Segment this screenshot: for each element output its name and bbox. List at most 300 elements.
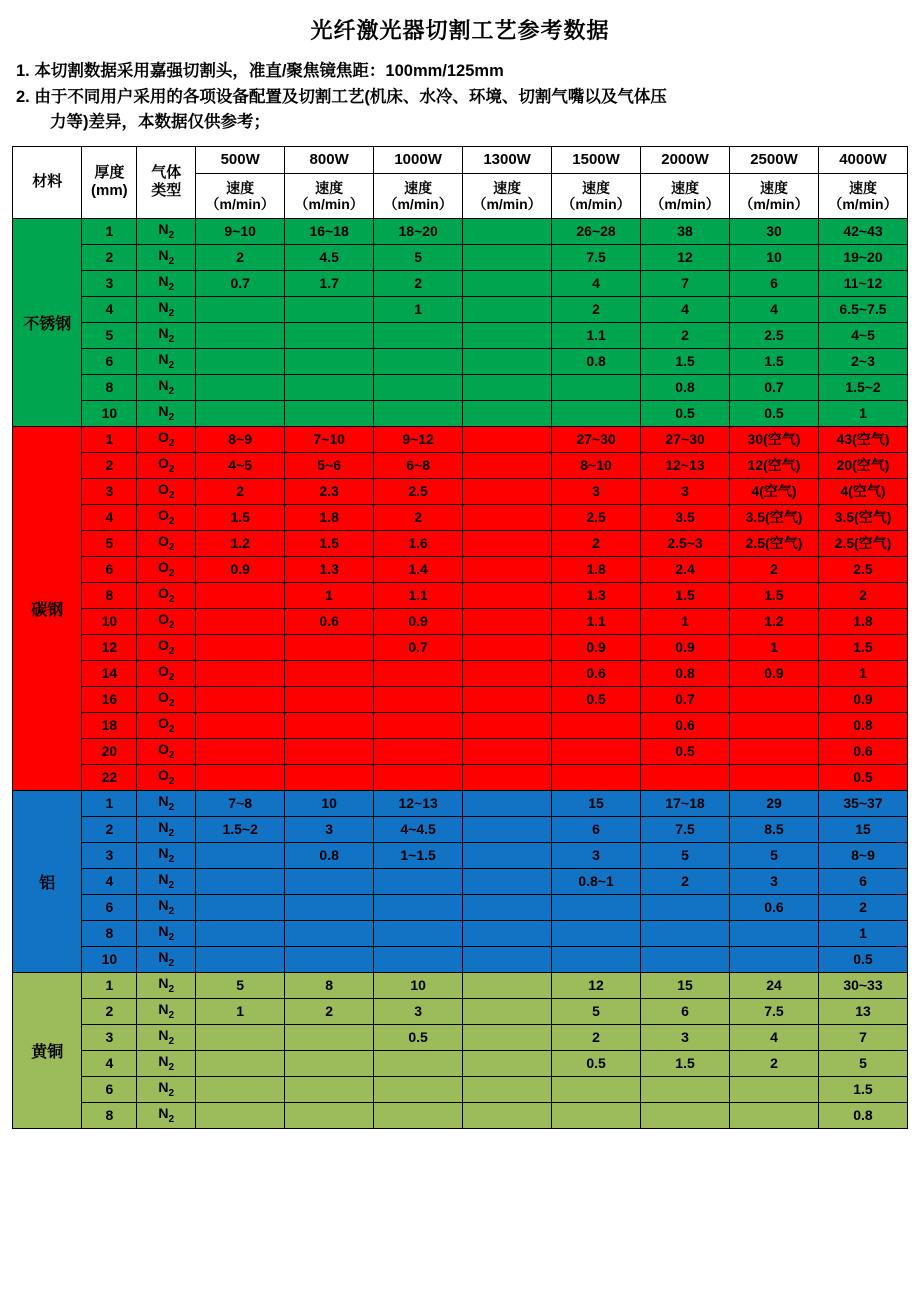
table-row [13, 348, 908, 374]
thickness-cell: 8 [82, 920, 137, 946]
thickness-cell: 1 [82, 426, 137, 452]
speed-cell-2000w: 17~18 [641, 790, 730, 816]
speed-cell-4000w: 0.5 [818, 764, 907, 790]
speed-cell-2500w: 1.5 [730, 582, 819, 608]
speed-cell-500w [196, 634, 285, 660]
speed-cell-2000w: 2.4 [641, 556, 730, 582]
speed-cell-2000w: 15 [641, 972, 730, 998]
speed-cell-2500w: 30(空气) [730, 426, 819, 452]
speed-cell-4000w: 7 [818, 1024, 907, 1050]
thickness-cell: 4 [82, 1050, 137, 1076]
speed-cell-1000w [374, 946, 463, 972]
gas-cell: $O_2$ [137, 452, 196, 478]
header-power-800w: 800W [285, 146, 374, 173]
speed-label: 速度 [582, 179, 611, 196]
gas-cell: $N_2$ [137, 946, 196, 972]
note-line-2: 2. 由于不同用户采用的各项设备配置及切割工艺(机床、水冷、环境、切割气嘴以及气体压 [16, 87, 667, 106]
speed-cell-2000w: 12~13 [641, 452, 730, 478]
speed-cell-1300w [463, 374, 552, 400]
speed-cell-4000w: 0.5 [818, 946, 907, 972]
table-row [13, 1076, 908, 1102]
speed-cell-1300w [463, 504, 552, 530]
speed-cell-1000w [374, 348, 463, 374]
header-thickness-line1: 厚度 [94, 164, 125, 182]
thickness-cell: 6 [82, 556, 137, 582]
thickness-cell: 10 [82, 400, 137, 426]
speed-cell-500w [196, 296, 285, 322]
thickness-cell: 10 [82, 608, 137, 634]
speed-cell-1500w: 3 [552, 478, 641, 504]
speed-cell-4000w: 5 [818, 1050, 907, 1076]
speed-cell-2000w: 1.5 [641, 348, 730, 374]
speed-cell-1500w: 15 [552, 790, 641, 816]
speed-cell-2000w [641, 1076, 730, 1102]
thickness-cell: 2 [82, 816, 137, 842]
speed-cell-1300w [463, 998, 552, 1024]
speed-cell-800w: 10 [285, 790, 374, 816]
speed-cell-500w [196, 1024, 285, 1050]
thickness-cell: 2 [82, 998, 137, 1024]
speed-cell-1300w [463, 348, 552, 374]
table-row [13, 452, 908, 478]
speed-cell-1300w [463, 660, 552, 686]
speed-cell-800w [285, 764, 374, 790]
speed-cell-2000w: 3 [641, 478, 730, 504]
speed-cell-800w: 1.3 [285, 556, 374, 582]
speed-cell-1000w [374, 868, 463, 894]
speed-cell-1500w: 26~28 [552, 218, 641, 244]
speed-cell-500w [196, 842, 285, 868]
cutting-parameters-table [12, 146, 908, 1129]
header-power-2000w: 2000W [641, 146, 730, 173]
speed-cell-4000w: 20(空气) [818, 452, 907, 478]
speed-cell-1500w [552, 894, 641, 920]
speed-cell-800w [285, 1024, 374, 1050]
speed-cell-4000w: 6 [818, 868, 907, 894]
header-speed-4000w [818, 173, 907, 218]
speed-cell-1500w: 0.5 [552, 1050, 641, 1076]
gas-cell: $N_2$ [137, 374, 196, 400]
gas-cell: $O_2$ [137, 530, 196, 556]
speed-cell-500w [196, 764, 285, 790]
speed-cell-2000w: 38 [641, 218, 730, 244]
thickness-cell: 16 [82, 686, 137, 712]
speed-cell-2000w: 0.9 [641, 634, 730, 660]
speed-cell-1500w: 2 [552, 530, 641, 556]
speed-cell-800w: 4.5 [285, 244, 374, 270]
gas-cell: $N_2$ [137, 790, 196, 816]
speed-cell-4000w: 0.8 [818, 1102, 907, 1128]
gas-cell: $N_2$ [137, 1050, 196, 1076]
speed-cell-1300w [463, 556, 552, 582]
speed-cell-500w: 4~5 [196, 452, 285, 478]
speed-cell-1000w: 18~20 [374, 218, 463, 244]
table-row [13, 868, 908, 894]
header-speed-800w [285, 173, 374, 218]
table-row [13, 998, 908, 1024]
speed-cell-800w: 8 [285, 972, 374, 998]
table-row [13, 1102, 908, 1128]
page-title: 光纤激光器切割工艺参考数据 [310, 18, 610, 43]
speed-cell-1500w: 1.8 [552, 556, 641, 582]
header-speed-1500w [552, 173, 641, 218]
speed-cell-500w [196, 582, 285, 608]
speed-cell-2000w: 0.5 [641, 400, 730, 426]
table-row [13, 660, 908, 686]
speed-cell-2500w: 12(空气) [730, 452, 819, 478]
speed-unit: （m/min） [472, 195, 542, 212]
speed-cell-2000w: 0.6 [641, 712, 730, 738]
speed-cell-2500w [730, 764, 819, 790]
speed-cell-800w: 1.7 [285, 270, 374, 296]
speed-cell-800w [285, 634, 374, 660]
speed-cell-2500w: 8.5 [730, 816, 819, 842]
speed-cell-1000w: 0.7 [374, 634, 463, 660]
speed-cell-800w [285, 660, 374, 686]
gas-cell: $O_2$ [137, 504, 196, 530]
gas-cell: $O_2$ [137, 764, 196, 790]
gas-cell: $N_2$ [137, 1024, 196, 1050]
gas-cell: $O_2$ [137, 556, 196, 582]
gas-cell: $N_2$ [137, 842, 196, 868]
speed-cell-2500w: 2.5 [730, 322, 819, 348]
table-row [13, 244, 908, 270]
speed-cell-500w [196, 1050, 285, 1076]
speed-cell-1300w [463, 400, 552, 426]
speed-cell-2500w: 30 [730, 218, 819, 244]
speed-cell-1000w [374, 1050, 463, 1076]
speed-cell-1500w [552, 374, 641, 400]
table-row [13, 270, 908, 296]
speed-cell-1300w [463, 322, 552, 348]
material-cell-brass: 黄铜 [13, 972, 82, 1128]
speed-cell-500w [196, 738, 285, 764]
speed-cell-2500w: 2 [730, 1050, 819, 1076]
speed-cell-800w [285, 712, 374, 738]
gas-cell: $O_2$ [137, 634, 196, 660]
speed-cell-1500w [552, 400, 641, 426]
thickness-cell: 6 [82, 1076, 137, 1102]
speed-label: 速度 [493, 179, 522, 196]
note-line-1: 1. 本切割数据采用嘉强切割头，准直/聚焦镜焦距：100mm/125mm [16, 62, 504, 80]
speed-cell-1000w: 1.4 [374, 556, 463, 582]
speed-cell-800w: 16~18 [285, 218, 374, 244]
speed-cell-1500w [552, 946, 641, 972]
speed-cell-800w [285, 1076, 374, 1102]
speed-cell-1300w [463, 1024, 552, 1050]
table-row [13, 1024, 908, 1050]
note-line-3: 力等)差异，本数据仅供参考； [50, 113, 270, 132]
table-row [13, 894, 908, 920]
speed-cell-2000w: 3 [641, 1024, 730, 1050]
gas-cell: $O_2$ [137, 686, 196, 712]
speed-cell-800w: 0.6 [285, 608, 374, 634]
speed-cell-500w: 1.2 [196, 530, 285, 556]
speed-cell-1300w [463, 218, 552, 244]
speed-cell-2000w: 27~30 [641, 426, 730, 452]
speed-cell-800w [285, 1102, 374, 1128]
speed-cell-2000w: 7.5 [641, 816, 730, 842]
table-row [13, 374, 908, 400]
thickness-cell: 6 [82, 894, 137, 920]
speed-cell-1300w [463, 426, 552, 452]
speed-cell-2500w: 24 [730, 972, 819, 998]
speed-cell-1500w: 6 [552, 816, 641, 842]
speed-cell-1300w [463, 738, 552, 764]
speed-cell-500w [196, 322, 285, 348]
thickness-cell: 4 [82, 504, 137, 530]
thickness-cell: 3 [82, 270, 137, 296]
speed-cell-2500w [730, 920, 819, 946]
speed-cell-2000w: 1.5 [641, 1050, 730, 1076]
gas-cell: $N_2$ [137, 816, 196, 842]
speed-cell-2500w: 4 [730, 1024, 819, 1050]
speed-cell-500w [196, 686, 285, 712]
speed-cell-2500w [730, 738, 819, 764]
header-thickness [82, 146, 137, 218]
speed-label: 速度 [759, 179, 788, 196]
speed-cell-1300w [463, 270, 552, 296]
table-row [13, 686, 908, 712]
speed-cell-4000w: 2.5(空气) [818, 530, 907, 556]
speed-cell-1500w: 0.5 [552, 686, 641, 712]
speed-cell-1000w [374, 374, 463, 400]
gas-cell: $O_2$ [137, 478, 196, 504]
speed-cell-1500w: 0.8~1 [552, 868, 641, 894]
speed-cell-2500w: 29 [730, 790, 819, 816]
speed-cell-1500w: 7.5 [552, 244, 641, 270]
header-gas [137, 146, 196, 218]
speed-cell-2000w: 0.7 [641, 686, 730, 712]
speed-cell-1000w: 2 [374, 270, 463, 296]
speed-cell-1000w [374, 400, 463, 426]
speed-cell-1000w: 12~13 [374, 790, 463, 816]
speed-cell-4000w: 4(空气) [818, 478, 907, 504]
speed-cell-1300w [463, 244, 552, 270]
material-cell-carbon: 碳钢 [13, 426, 82, 790]
speed-cell-4000w: 35~37 [818, 790, 907, 816]
speed-label: 速度 [671, 179, 700, 196]
speed-unit: （m/min） [561, 195, 631, 212]
speed-cell-2000w [641, 920, 730, 946]
header-power-1500w: 1500W [552, 146, 641, 173]
speed-cell-500w [196, 868, 285, 894]
speed-cell-2500w: 0.5 [730, 400, 819, 426]
speed-cell-1500w: 1.1 [552, 322, 641, 348]
header-row-power [13, 146, 908, 173]
speed-cell-1000w: 1.6 [374, 530, 463, 556]
thickness-cell: 1 [82, 218, 137, 244]
speed-cell-500w: 9~10 [196, 218, 285, 244]
table-row [13, 582, 908, 608]
speed-cell-1500w: 5 [552, 998, 641, 1024]
header-gas-line2: 类型 [151, 182, 182, 200]
table-row [13, 842, 908, 868]
thickness-cell: 2 [82, 244, 137, 270]
speed-cell-4000w: 2 [818, 582, 907, 608]
speed-cell-1000w [374, 322, 463, 348]
speed-cell-2000w: 0.8 [641, 374, 730, 400]
speed-cell-1300w [463, 582, 552, 608]
header-power-4000w: 4000W [818, 146, 907, 173]
gas-cell: $N_2$ [137, 868, 196, 894]
speed-cell-1300w [463, 1076, 552, 1102]
speed-cell-1000w: 2.5 [374, 478, 463, 504]
table-row [13, 972, 908, 998]
speed-cell-1000w [374, 1102, 463, 1128]
speed-cell-1000w [374, 894, 463, 920]
speed-cell-1000w [374, 712, 463, 738]
speed-unit: （m/min） [739, 195, 809, 212]
speed-cell-2500w: 10 [730, 244, 819, 270]
speed-cell-2000w: 7 [641, 270, 730, 296]
speed-cell-1000w: 2 [374, 504, 463, 530]
gas-cell: $N_2$ [137, 348, 196, 374]
speed-cell-500w: 1.5~2 [196, 816, 285, 842]
table-row [13, 530, 908, 556]
speed-cell-2500w: 2.5(空气) [730, 530, 819, 556]
header-speed-500w [196, 173, 285, 218]
table-row [13, 634, 908, 660]
speed-cell-500w [196, 712, 285, 738]
thickness-cell: 3 [82, 842, 137, 868]
gas-cell: $O_2$ [137, 660, 196, 686]
speed-cell-1300w [463, 764, 552, 790]
table-row [13, 400, 908, 426]
speed-cell-2500w [730, 946, 819, 972]
speed-cell-500w [196, 1076, 285, 1102]
speed-cell-800w [285, 1050, 374, 1076]
speed-cell-800w [285, 348, 374, 374]
table-row [13, 608, 908, 634]
speed-cell-500w [196, 348, 285, 374]
table-row [13, 296, 908, 322]
speed-cell-2500w: 5 [730, 842, 819, 868]
thickness-cell: 4 [82, 868, 137, 894]
header-power-2500w: 2500W [730, 146, 819, 173]
thickness-cell: 4 [82, 296, 137, 322]
speed-label: 速度 [226, 179, 255, 196]
gas-cell: $O_2$ [137, 738, 196, 764]
speed-cell-2500w [730, 1102, 819, 1128]
speed-cell-1500w: 2 [552, 296, 641, 322]
table-row [13, 790, 908, 816]
gas-cell: $N_2$ [137, 998, 196, 1024]
speed-cell-4000w: 6.5~7.5 [818, 296, 907, 322]
header-power-500w: 500W [196, 146, 285, 173]
gas-cell: $O_2$ [137, 712, 196, 738]
speed-cell-4000w: 11~12 [818, 270, 907, 296]
thickness-cell: 14 [82, 660, 137, 686]
speed-cell-2500w: 0.7 [730, 374, 819, 400]
speed-cell-1300w [463, 790, 552, 816]
speed-cell-1000w [374, 660, 463, 686]
speed-cell-4000w: 0.6 [818, 738, 907, 764]
speed-cell-4000w: 43(空气) [818, 426, 907, 452]
speed-cell-2500w: 0.9 [730, 660, 819, 686]
speed-cell-4000w: 1.5~2 [818, 374, 907, 400]
table-body [13, 218, 908, 1128]
table-row [13, 946, 908, 972]
speed-cell-1000w: 0.5 [374, 1024, 463, 1050]
speed-cell-1500w [552, 764, 641, 790]
speed-cell-1500w: 0.9 [552, 634, 641, 660]
speed-cell-2000w [641, 894, 730, 920]
header-material: 材料 [13, 146, 82, 218]
speed-cell-2500w: 2 [730, 556, 819, 582]
speed-unit: （m/min） [294, 195, 364, 212]
header-speed-1300w [463, 173, 552, 218]
speed-cell-2500w: 0.6 [730, 894, 819, 920]
speed-unit: （m/min） [828, 195, 898, 212]
speed-cell-4000w: 4~5 [818, 322, 907, 348]
speed-cell-800w [285, 946, 374, 972]
speed-unit: （m/min） [205, 195, 275, 212]
speed-cell-800w [285, 920, 374, 946]
thickness-cell: 3 [82, 1024, 137, 1050]
speed-cell-2500w: 4 [730, 296, 819, 322]
speed-cell-1300w [463, 868, 552, 894]
speed-cell-500w [196, 374, 285, 400]
speed-cell-800w [285, 400, 374, 426]
speed-cell-1500w [552, 920, 641, 946]
speed-cell-2000w [641, 764, 730, 790]
speed-cell-1500w: 8~10 [552, 452, 641, 478]
speed-cell-1500w: 0.6 [552, 660, 641, 686]
speed-cell-1300w [463, 842, 552, 868]
speed-cell-2000w: 1 [641, 608, 730, 634]
speed-cell-2500w [730, 1076, 819, 1102]
speed-cell-500w: 2 [196, 478, 285, 504]
speed-cell-1500w: 27~30 [552, 426, 641, 452]
speed-cell-1500w: 0.8 [552, 348, 641, 374]
speed-cell-4000w: 0.8 [818, 712, 907, 738]
speed-cell-1300w [463, 946, 552, 972]
gas-cell: $N_2$ [137, 270, 196, 296]
speed-cell-4000w: 2 [818, 894, 907, 920]
table-row [13, 920, 908, 946]
table-row [13, 712, 908, 738]
speed-cell-1500w: 2 [552, 1024, 641, 1050]
table-row [13, 816, 908, 842]
speed-cell-2500w: 3 [730, 868, 819, 894]
table-header [13, 146, 908, 218]
header-thickness-line2: (mm) [91, 182, 128, 200]
table-row [13, 322, 908, 348]
notes-block [12, 59, 908, 136]
speed-cell-1000w: 1 [374, 296, 463, 322]
gas-cell: $N_2$ [137, 972, 196, 998]
speed-cell-4000w: 1 [818, 660, 907, 686]
table-row [13, 478, 908, 504]
speed-cell-800w [285, 894, 374, 920]
speed-cell-1000w: 1.1 [374, 582, 463, 608]
table-row [13, 426, 908, 452]
speed-cell-2500w: 1.5 [730, 348, 819, 374]
speed-cell-1500w [552, 712, 641, 738]
gas-cell: $N_2$ [137, 894, 196, 920]
speed-cell-800w: 7~10 [285, 426, 374, 452]
thickness-cell: 8 [82, 1102, 137, 1128]
speed-cell-800w [285, 686, 374, 712]
speed-cell-1500w: 2.5 [552, 504, 641, 530]
speed-cell-1500w [552, 738, 641, 764]
thickness-cell: 18 [82, 712, 137, 738]
speed-cell-500w: 8~9 [196, 426, 285, 452]
speed-cell-500w: 1 [196, 998, 285, 1024]
speed-cell-1000w: 6~8 [374, 452, 463, 478]
thickness-cell: 3 [82, 478, 137, 504]
